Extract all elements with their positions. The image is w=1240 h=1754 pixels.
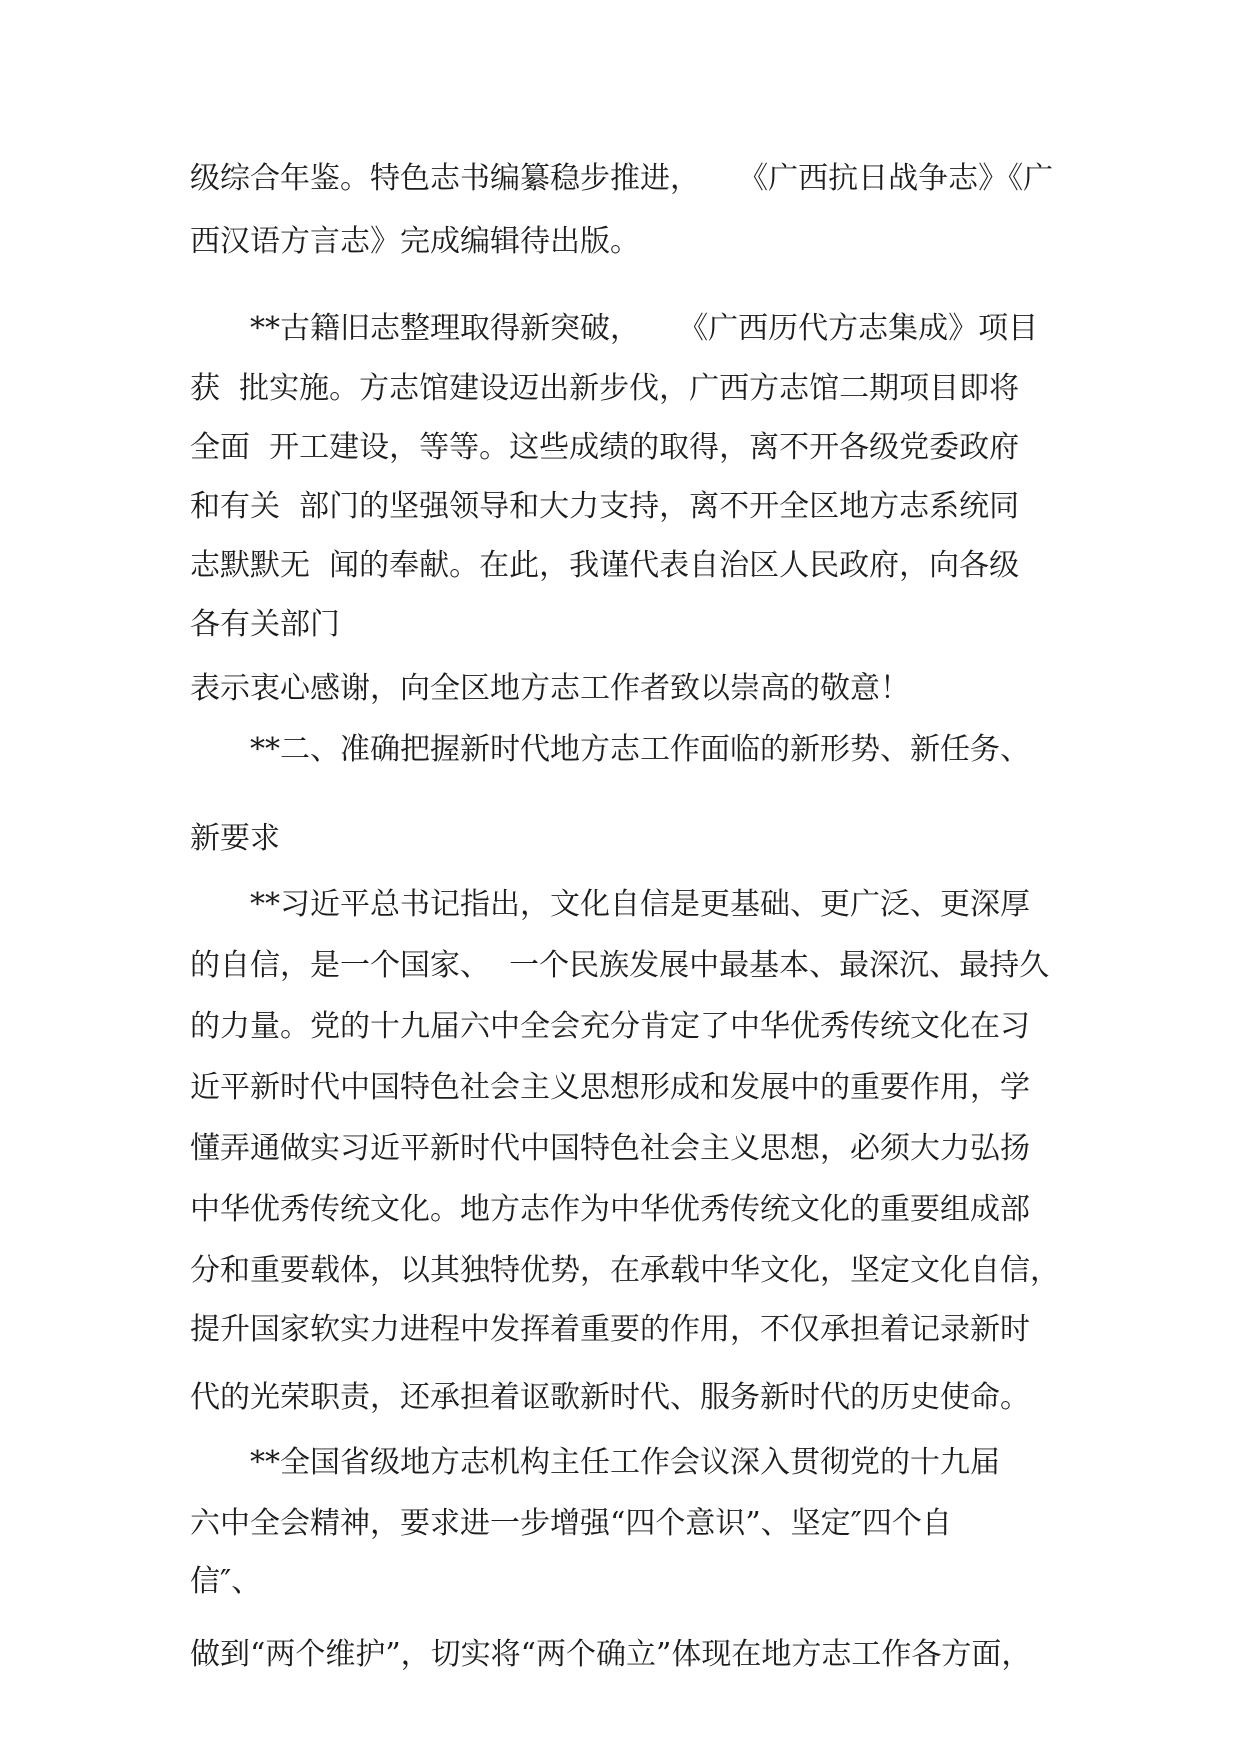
- text-line: **全国省级地方志机构主任工作会议深入贯彻党的十九届: [250, 1445, 1000, 1480]
- text-line: 分和重要载体，以其独特优势，在承载中华文化，坚定文化自信，: [190, 1253, 1060, 1288]
- text-line: 的力量。党的十九届六中全会充分肯定了中华优秀传统文化在习: [190, 1009, 1030, 1044]
- text-line: 做到“两个维护”，切实将“两个确立”体现在地方志工作各方面，: [190, 1637, 1032, 1672]
- text-line: 志默默无 闻的奉献。在此，我谨代表自治区人民政府，向各级: [190, 548, 1020, 583]
- text-line: 信″、: [190, 1564, 262, 1599]
- text-line: 懂弄通做实习近平新时代中国特色社会主义思想，必须大力弘扬: [190, 1131, 1030, 1166]
- text-line: 提升国家软实力进程中发挥着重要的作用，不仅承担着记录新时: [190, 1312, 1030, 1347]
- section-heading-continued: 新要求: [190, 821, 280, 856]
- text-line: **习近平总书记指出，文化自信是更基础、更广泛、更深厚: [250, 887, 1030, 922]
- text-line: **古籍旧志整理取得新突破， 《广西历代方志集成》项目: [250, 311, 1039, 346]
- text-line: 西汉语方言志》完成编辑待出版。: [190, 224, 640, 259]
- text-line: 六中全会精神，要求进一步增强“四个意识”、坚定″四个自: [190, 1506, 952, 1541]
- text-line: 各有关部门: [190, 607, 340, 642]
- text-line: 中华优秀传统文化。地方志作为中华优秀传统文化的重要组成部: [190, 1192, 1030, 1227]
- text-line: 的自信，是一个国家、 一个民族发展中最基本、最深沉、最持久: [190, 948, 1050, 983]
- section-heading: **二、准确把握新时代地方志工作面临的新形势、新任务、: [250, 732, 1030, 767]
- text-line: 代的光荣职责，还承担着讴歌新时代、服务新时代的历史使命。: [190, 1380, 1030, 1415]
- text-line: 近平新时代中国特色社会主义思想形成和发展中的重要作用，学: [190, 1070, 1030, 1105]
- text-line: 获 批实施。方志馆建设迈出新步伐，广西方志馆二期项目即将: [190, 371, 1020, 406]
- text-line: 全面 开工建设，等等。这些成绩的取得，离不开各级党委政府: [190, 430, 1020, 465]
- text-line: 表示衷心感谢，向全区地方志工作者致以崇高的敬意！: [190, 671, 910, 706]
- text-line: 和有关 部门的坚强领导和大力支持，离不开全区地方志系统同: [190, 489, 1020, 524]
- text-line: 级综合年鉴。特色志书编纂稳步推进， 《广西抗日战争志》《广: [190, 161, 1054, 196]
